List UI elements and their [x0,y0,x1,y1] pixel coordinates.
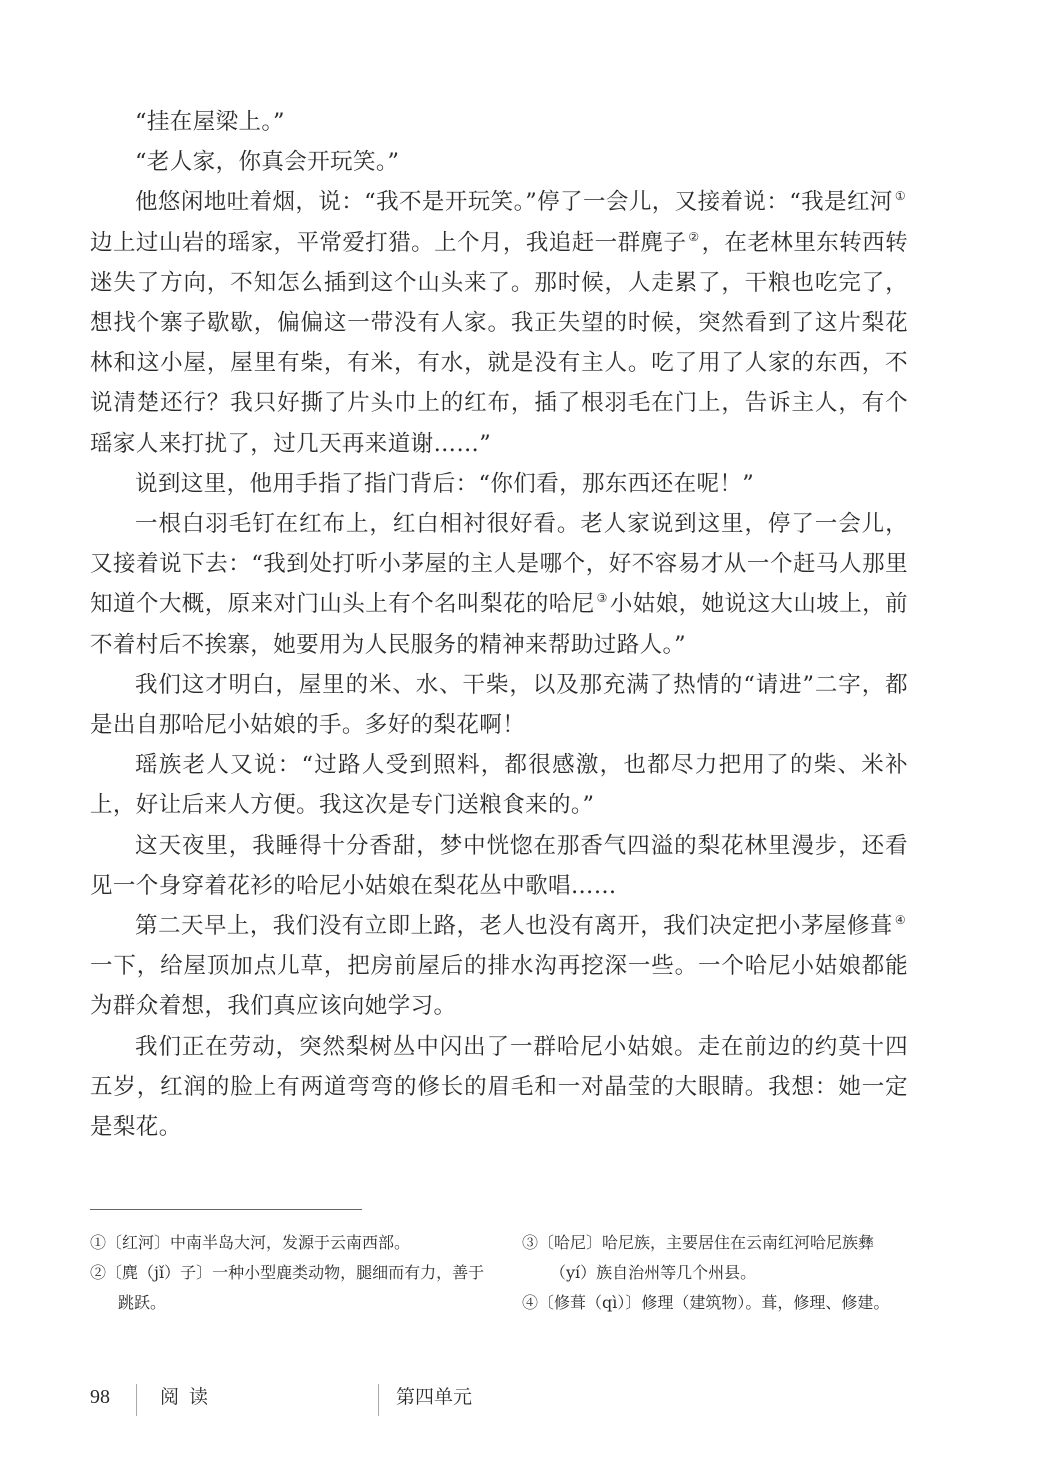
footnote-marker: ③ [596,591,608,606]
footnote-divider [90,1209,362,1210]
paragraph [90,826,908,906]
text-run: 小姑娘，她说这大山坡上，前不着村后不挨寨，她要用为人民服务的精神来帮助过路人。” [90,591,908,658]
text-run: 第二天早上，我们没有立即上路，老人也没有离开，我们决定把小茅屋修葺 [135,913,893,940]
paragraph [90,745,908,825]
text-run: 他悠闲地吐着烟，说：“我不是开玩笑。”停了一会儿，又接着说：“我是红河 [135,189,893,216]
footnote-marker: ④ [894,913,906,928]
page-number: 98 [90,1386,110,1408]
footnote-3: ③〔哈尼〕哈尼族，主要居住在云南红河哈尼族彝（yí）族自治州等几个州县。 [522,1233,875,1282]
footer-divider [136,1384,137,1416]
paragraph [90,906,908,1027]
paragraph [90,102,908,142]
paragraph [90,182,908,463]
footnotes-right [522,1228,912,1318]
body-text [90,102,908,1147]
text-run: 我们这才明白，屋里的米、水、干柴，以及那充满了热情的“请进”二字，都是出自那哈尼小姑娘的手。多好的梨花啊！ [90,671,908,739]
paragraph [90,504,908,665]
text-run: 瑶族老人又说：“过路人受到照料，都很感激，也都尽力把用了的柴、米补上，好让后来人方便。我这次是专门送粮食来的。” [90,752,908,819]
paragraph [90,665,908,745]
unit-label: 第四单元 [396,1386,473,1408]
footnote-1: ①〔红河〕中南半岛大河，发源于云南西部。 [90,1233,411,1252]
text-run: 说到这里，他用手指了指门背后：“你们看，那东西还在呢！” [135,470,755,497]
text-run: 一下，给屋顶加点儿草，把房前屋后的排水沟再挖深一些。一个哈尼小姑娘都能为群众着想，我们真应该向她学习。 [90,953,908,1020]
text-run: 边上过山岩的瑶家，平常爱打猎。上个月，我追赶一群麂子 [90,229,687,256]
footnote-4: ④〔修葺（qì）〕修理（建筑物）。葺，修理、修建。 [522,1293,890,1312]
text-run: 一根白羽毛钉在红布上，红白相衬很好看。老人家说到这里，停了一会儿，又接着说下去：“我到处打听小茅屋的主人是哪个，好不容易才从一个赶马人那里知道个大概，原来对门山头上有个名叫梨花的哈尼 [90,511,908,618]
footnotes-left [90,1228,490,1318]
text-run: 我们正在劳动，突然梨树丛中闪出了一群哈尼小姑娘。走在前边的约莫十四五岁，红润的脸上有两道弯弯的修长的眉毛和一对晶莹的大眼睛。我想：她一定是梨花。 [90,1033,908,1141]
paragraph [90,142,908,182]
text-run: “挂在屋梁上。” [135,109,285,135]
footer-divider [378,1384,379,1416]
footnote-marker: ② [688,229,700,244]
paragraph [90,1027,908,1148]
section-label: 阅读 [160,1386,219,1408]
paragraph [90,464,908,504]
text-run: ，在老林里东转西转迷失了方向，不知怎么插到这个山头来了。那时候，人走累了，干粮也吃完了，想找个寨子歇歇，偏偏这一带没有人家。我正失望的时候，突然看到了这片梨花林和这小屋，屋里有柴，有米，有水，就是没有主人。吃了用了人家的东西，不说清楚还行？我只好撕了片头巾上的红布，插了根羽毛在门上，告诉主人，有个瑶家人来打扰了，过几天再来道谢……” [90,229,908,457]
footnote-marker: ① [894,189,906,204]
text-run: “老人家，你真会开玩笑。” [135,149,400,176]
text-run: 这天夜里，我睡得十分香甜，梦中恍惚在那香气四溢的梨花林里漫步，还看见一个身穿着花衫的哈尼小姑娘在梨花丛中歌唱…… [90,832,908,899]
footnote-2: ②〔麂（jǐ）子〕一种小型鹿类动物，腿细而有力，善于跳跃。 [90,1263,485,1312]
